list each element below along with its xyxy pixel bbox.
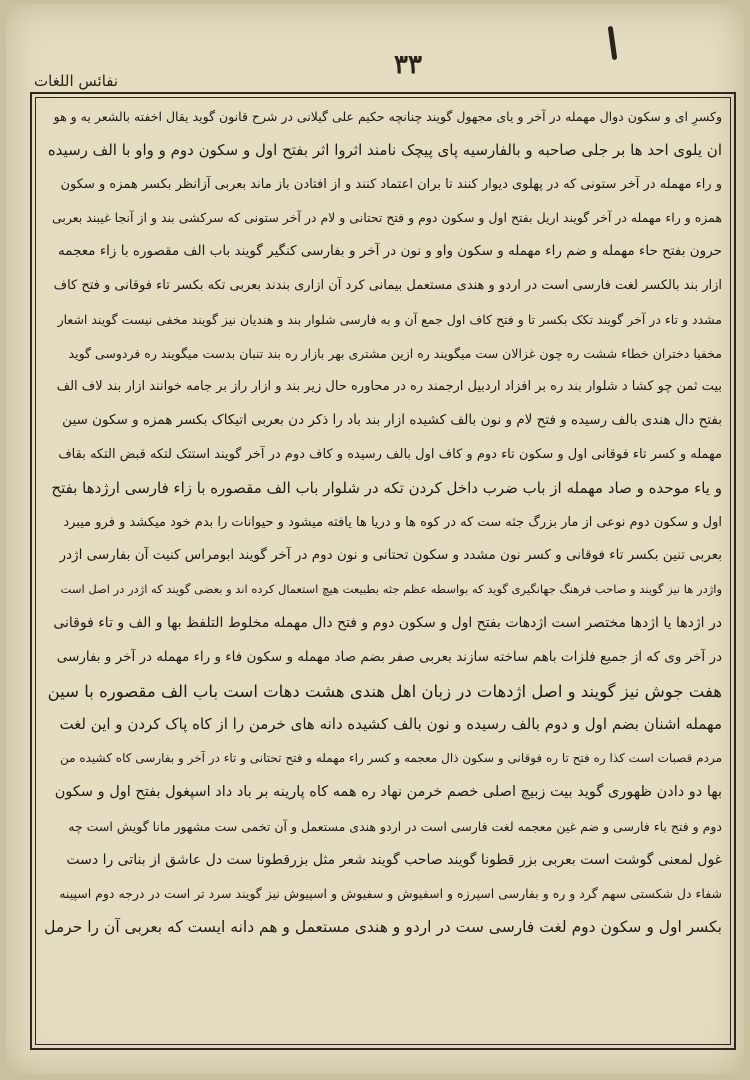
text-block <box>44 100 722 1042</box>
page-number: ۳۳ <box>394 50 422 80</box>
text-line: همزه و راء مهمله در آخر گویند اریل بفتح اول و سکون دوم و فتح تحتانی و لام در آخر ستونی که سرکشی بند و از آنجا غیبند بعربی <box>51 210 722 226</box>
text-line: ان یلوی احد ها بر جلی صاحبه و بالفارسیه پای پیچک نامند اثروا اثر بفتح اول و سکون دوم و واو با الف رسیده <box>47 140 722 159</box>
text-line: بفتح دال هندی بالف رسیده و فتح لام و نون بالف کشیده ازار بند باد را ذکر دن بعربی اتیکاک بکسر همزه و سکون سین <box>62 412 722 429</box>
text-line: مهمله اشنان بضم اول و دوم بالف رسیده و نون بالف کشیده دانه های خرمن را از کاه پاک کردن و این لغت <box>59 715 722 734</box>
text-line: اول و سکون دوم نوعی از مار بزرگ جثه ست که در کوه ها و دریا ها یافته میشود و حیوانات را بدم خود میکشد و فرو میبرد <box>63 514 722 530</box>
text-line: وکسرِ ای و سکون دوال مهمله در آخر و یای مجهول گویند چنانچه حکیم علی گیلانی در شرح قانون گوید یقال اخفته بالشعر یه و هو <box>53 109 722 124</box>
text-line: و یاء موحده و صاد مهمله از باب ضرب داخل کردن تکه در شلوار باب الف مقصوره با زاء فارسی ارژدها بفتح <box>51 478 722 497</box>
text-line: مردم قصبات است کذا ره فتح تا ره فوقانی و سکون ذال معجمه و کسر راء مهمله و فتح تحتانی و تاء در آخر و بفارسی کاه کشیده من <box>59 751 722 766</box>
text-line: حرون بفتح حاء مهمله و ضم راء مهمله و سکون واو و نون در آخر و بفارسی کنگیر گویند باب الف مقصوره با زاء معجمه <box>58 243 722 260</box>
text-line: مهمله و کسر تاء فوقانی اول و سکون تاء دوم و کاف اول بالف رسیده و کاف دوم در آخر گویند استتک لتکه قبض التکه بقاف <box>58 446 722 462</box>
text-line: دوم و فتح باء فارسی و ضم غین معجمه لغت فارسی است در اردو هندی مستعمل و آن تخمی ست مشهور مانا گویش است چه <box>68 818 722 834</box>
text-line: در آخر وی که از جمیع فلزات باهم ساخته سازند بعربی صفر بضم صاد مهمله و سکون فاء و راء مهمله در آخر و بفارسی <box>56 648 722 665</box>
text-line: ازار بند بالکسر لغت فارسی است در اردو و هندی مستعمل بیمانی کرد آن ازاری بندند بعربی تکه بکسر تاء فوقانی و فتح کاف <box>53 277 722 293</box>
text-line: شفاء دل شکستی سهم گرد و ره و بفارسی اسپرزه و اسفیوش و سفیوش و اسپیوش نیز گویند سرد تر است در درجه دوم اسپینه <box>59 886 722 902</box>
text-line: در اژدها یا اژدها مختصر است اژدهات بفتح اول و سکون دوم و فتح دال مهمله مخلوط التلفظ بها و الف و تاء فوقانی <box>53 614 722 631</box>
text-line: بیت ثمن چو کشا د شلوار بند ره بر افزاد اردبیل ارجمند ره در محاوره حال زیر بند و ازار راز بر جامه خوانند ازار بند لاف الف <box>56 379 722 395</box>
text-line: هفت جوش نیز گویند و اصل اژدهات در زبان اهل هندی هشت دهات است باب الف مقصوره با سین <box>47 681 722 701</box>
text-line: مشدد و تاء در آخر گویند تکک بکسر تا و فتح کاف اول جمع آن و به فارسی شلوار بند و هندیان نیز گویند مخفی نیست گویند اشعار <box>57 311 722 327</box>
text-line: بعربی تنین بکسر تاء فوقانی و کسر نون مشدد و سکون تحتانی و نون دوم در آخر گویند ابومراس کنیت آن بفارسی اژدر <box>59 547 722 564</box>
text-line: واژدر ها نیز گویند و صاحب فرهنگ جهانگیری گوید که بواسطه عظم جثه بطبیعت هیچ استعمال کرده اند و بعضی گویند که اژدر در اصل است <box>60 582 722 597</box>
text-line: غول لمعنی گوشت است بعربی بزر قطونا گویند صاحب گویند شعر مثل بزرقطونا ست دل عاشق از بناتی را دست <box>66 851 722 868</box>
text-line: بها دو دادن ظهوری گوید بیت زبیچ اصلی خصم خرمن نهاد ره همه کاه پارینه بر باد داد اسپغول بفتح اول و سکون <box>54 783 722 800</box>
text-line: بکسر اول و سکون دوم لغت فارسی ست در اردو و هندی مستعمل و هم دانه ایست که بعربی آن را حرمل <box>44 918 722 937</box>
text-line: و راء مهمله در آخر ستونی که در پهلوی دیوار کنند تا بران اعتماد کنند و از افتادن باز ماند بعربی آزانظر بکسر همزه و سکون <box>60 176 722 192</box>
book-page <box>6 4 744 1074</box>
text-line: مخفیا دختران خطاء ششت ره چون غزالان ست میگویند ره ازین مشتری بهر بازار ره بند تنبان بدست میگویند ره فردوسی گوید <box>68 345 722 361</box>
text-frame <box>30 92 736 1050</box>
running-head: نفائس اللغات <box>34 72 119 90</box>
ink-mark <box>608 26 618 60</box>
